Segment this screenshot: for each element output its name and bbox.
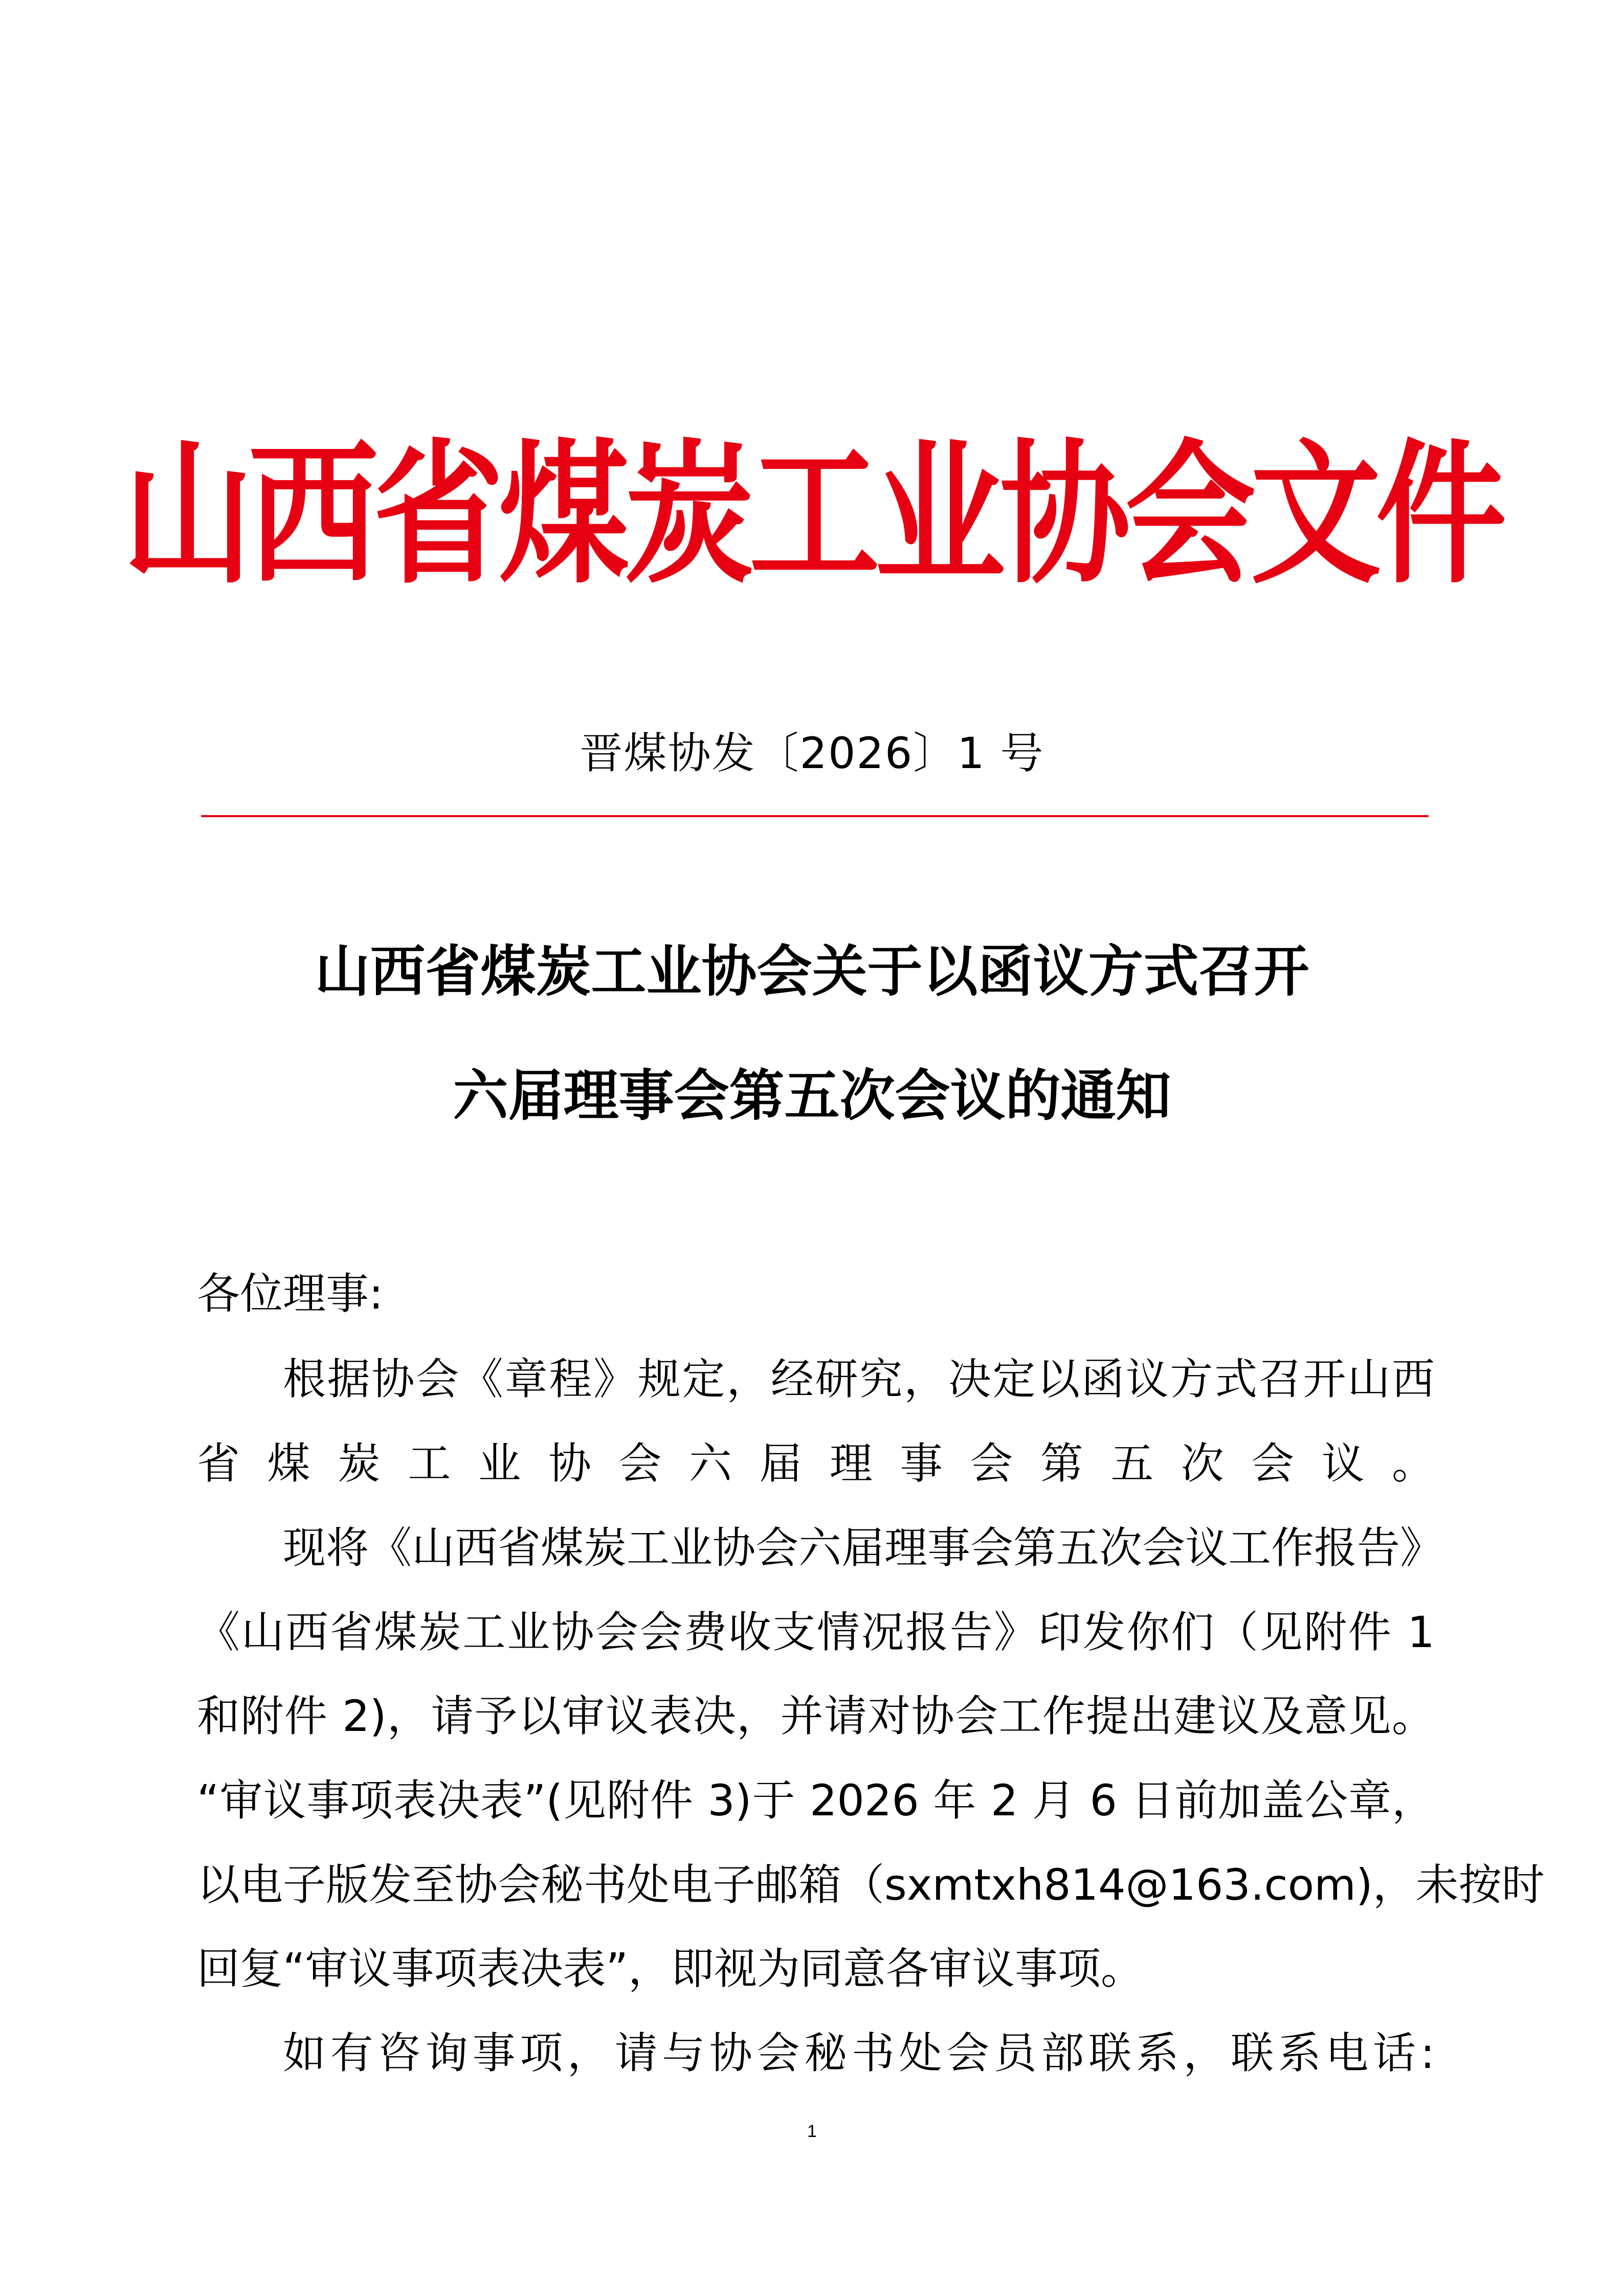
paragraph-3-line-1: 如有咨询事项，请与协会秘书处会员部联系，联系电话: [283,2028,1435,2078]
paragraph-2-line-1: 现将《山西省煤炭工业协会六届理事会第五次会议工作报告》 [283,1523,1443,1573]
document-masthead: 山西省煤炭工业协会文件 [122,424,1501,605]
paragraph-2-line-3: 和附件 2)，请予以审议表决，并请对协会工作提出建议及意见。 [197,1691,1435,1741]
paragraph-2-line-4: “审议事项表决表”(见附件 3)于 2026 年 2 月 6 日前加盖公章， [197,1775,1435,1826]
paragraph-2-line-5: 以电子版发至协会秘书处电子邮箱（sxmtxh814@163.com)，未按时 [197,1860,1545,1910]
notice-title-line-2: 六届理事会第五次会议的通知 [453,1064,1171,1128]
document-number: 晋煤协发〔2026〕1 号 [580,728,1044,778]
salutation: 各位理事: [197,1269,384,1319]
paragraph-1-line-1: 根据协会《章程》规定，经研究，决定以函议方式召开山西 [283,1354,1435,1404]
notice-title-line-1: 山西省煤炭工业协会关于以函议方式召开 [315,939,1309,1004]
red-divider-line [201,815,1429,817]
paragraph-2-line-2: 《山西省煤炭工业协会会费收支情况报告》印发你们（见附件 1 [197,1607,1435,1657]
paragraph-2-line-6: 回复“审议事项表决表”，即视为同意各审议事项。 [197,1944,1144,1994]
page-number: 1 [807,2122,817,2141]
paragraph-1-line-2: 省煤炭工业协会六届理事会第五次会议。 [197,1438,1435,1489]
